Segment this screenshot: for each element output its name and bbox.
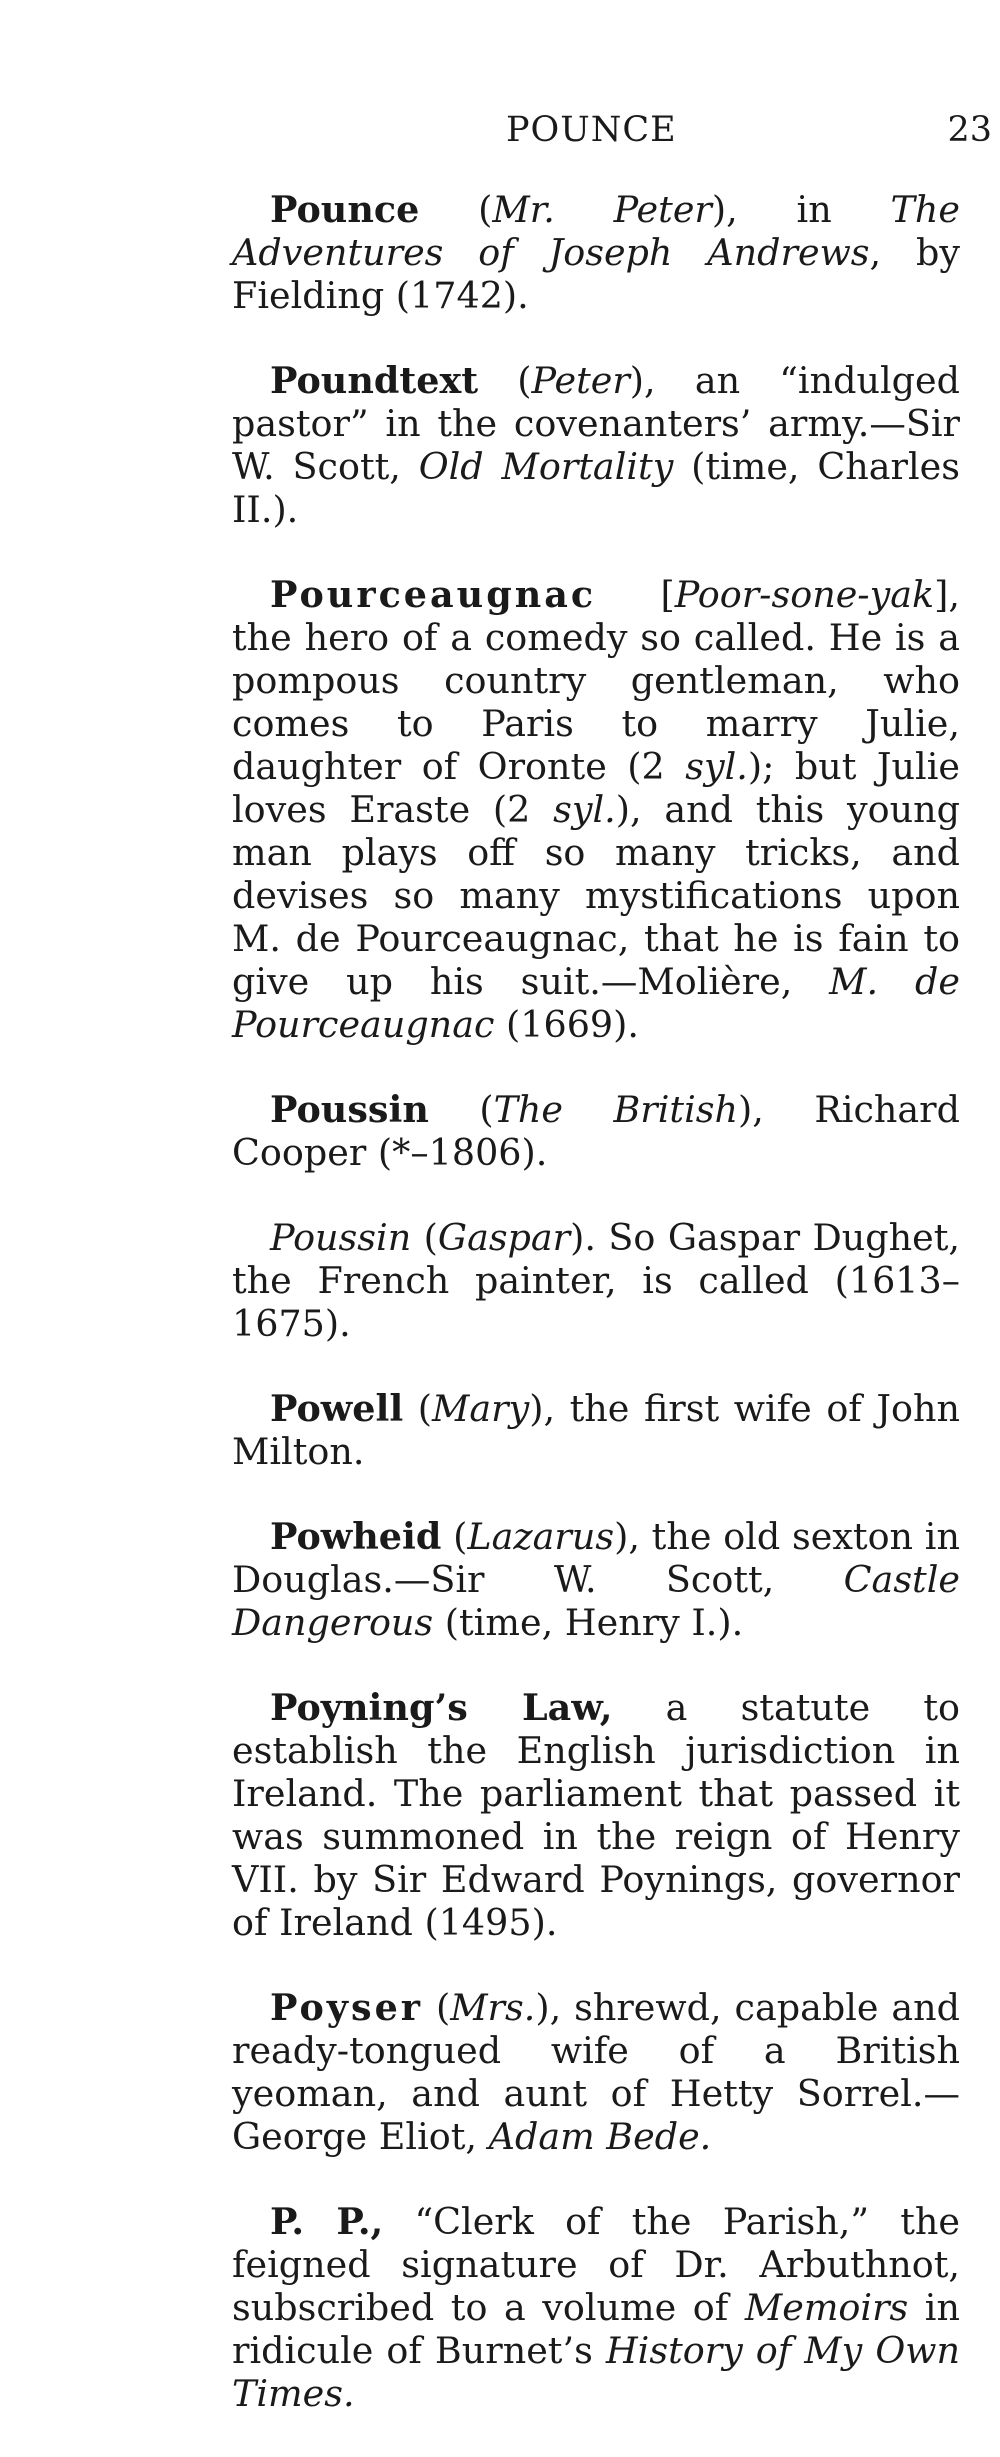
entry-italic-text: Adam Bede. bbox=[488, 2115, 712, 2158]
entry-headword: Powheid bbox=[270, 1515, 442, 1558]
entry-text: “Clerk of the Parish,” the feigned signature of Dr. Arbuthnot, subscribed to a volume of bbox=[232, 2200, 961, 2329]
entry-text: (time, Henry I.). bbox=[433, 1601, 744, 1644]
entry-text: ). So Gaspar Dughet, the French painter, is called (1613–1675). bbox=[232, 1216, 961, 1345]
dictionary-entry bbox=[232, 573, 960, 1046]
entry-text: ( bbox=[441, 1515, 468, 1558]
dictionary-entry bbox=[232, 1686, 960, 1944]
entry-text: ), in bbox=[711, 188, 891, 231]
entry-text: ( bbox=[403, 1387, 432, 1430]
entry-text: ], the hero of a comedy so called. He is a pompous country gentleman, who comes to Paris to marry Julie, daughter of Oronte (2 bbox=[232, 573, 960, 788]
entry-italic-text: Gaspar bbox=[437, 1216, 571, 1259]
entry-italic-text: Peter bbox=[531, 359, 630, 402]
entry-text: ), the old sexton in Douglas.—Sir W. Scott, bbox=[232, 1515, 960, 1601]
dictionary-entry bbox=[232, 1515, 960, 1644]
entry-text: ), Richard Cooper (*–1806). bbox=[232, 1088, 960, 1174]
entry-italic-text: The Adventures of Joseph Andrews bbox=[232, 188, 960, 274]
entry-text: ); but Julie loves Eraste (2 bbox=[232, 745, 961, 831]
dictionary-entry bbox=[232, 1088, 960, 1174]
dictionary-entry bbox=[232, 1986, 960, 2158]
entry-text: (1669). bbox=[494, 1003, 639, 1046]
dictionary-entry bbox=[232, 188, 960, 317]
entry-italic-text: Poor-sone-yak bbox=[674, 573, 935, 616]
entry-headword: Pounce bbox=[270, 188, 420, 231]
entry-italic-text: Mrs. bbox=[450, 1986, 536, 2029]
entry-text: ), and this young man plays off so many tricks, and devises so many mystifications upon M. de Pourceaugnac, that he is fain to give up his suit.—Molière, bbox=[232, 788, 960, 1003]
entry-italic-text: Lazarus bbox=[467, 1515, 615, 1558]
entry-text: ( bbox=[419, 188, 493, 231]
entry-italic-text: Mr. Peter bbox=[492, 188, 712, 231]
running-head: POUNCE bbox=[506, 110, 677, 150]
dictionary-entries bbox=[232, 188, 960, 2457]
entry-headword: Poyning’s Law, bbox=[270, 1686, 613, 1729]
entry-italic-text: Castle Dangerous bbox=[232, 1558, 960, 1644]
dictionary-entry bbox=[232, 2200, 960, 2415]
entry-text: ), the first wife of John Milton. bbox=[232, 1387, 960, 1473]
entry-text: ), an “indulged pastor” in the covenanters’ army.—Sir W. Scott, bbox=[232, 359, 960, 488]
entry-text: [ bbox=[596, 573, 675, 616]
entry-italic-text: M. de Pourceaugnac bbox=[232, 960, 960, 1046]
entry-text: , by Fielding (1742). bbox=[232, 231, 960, 317]
entry-italic-text: syl. bbox=[685, 745, 748, 788]
entry-italic-text: Mary bbox=[432, 1387, 530, 1430]
entry-headword: Pourceaugnac bbox=[270, 573, 597, 616]
entry-headword: P. P., bbox=[270, 2200, 384, 2243]
entry-italic-text: syl. bbox=[553, 788, 616, 831]
entry-headword: Powell bbox=[270, 1387, 404, 1430]
entry-italic-text: History of My Own Times. bbox=[232, 2329, 960, 2415]
entry-headword: Poundtext bbox=[270, 359, 479, 402]
entry-lead: Poussin bbox=[270, 1216, 412, 1259]
entry-italic-text: Memoirs bbox=[744, 2286, 909, 2329]
entry-text: in ridicule of Burnet’s bbox=[232, 2286, 960, 2372]
entry-italic-text: Old Mortality bbox=[418, 445, 674, 488]
entry-text: ), shrewd, capable and ready-tongued wife of a British yeoman, and aunt of Hetty Sorrel.—George Eliot, bbox=[232, 1986, 961, 2158]
entry-headword: Poussin bbox=[270, 1088, 429, 1131]
dictionary-entry bbox=[232, 1387, 960, 1473]
entry-text: (time, Charles II.). bbox=[232, 445, 960, 531]
entry-text: ( bbox=[411, 1216, 438, 1259]
entry-text: ( bbox=[478, 359, 532, 402]
dictionary-entry bbox=[232, 359, 960, 531]
entry-headword: Poyser bbox=[270, 1986, 424, 2029]
page-header bbox=[0, 110, 1000, 160]
entry-text: ( bbox=[428, 1088, 494, 1131]
entry-text: a statute to establish the English jurisdiction in Ireland. The parliament that passed it was summoned in the reign of Henry VII. by Sir Edward Poynings, governor of Ireland (1495). bbox=[232, 1686, 960, 1944]
entry-text: ( bbox=[423, 1986, 451, 2029]
entry-italic-text: The British bbox=[493, 1088, 739, 1131]
dictionary-entry bbox=[232, 1216, 960, 1345]
page-number: 23 bbox=[947, 110, 992, 150]
